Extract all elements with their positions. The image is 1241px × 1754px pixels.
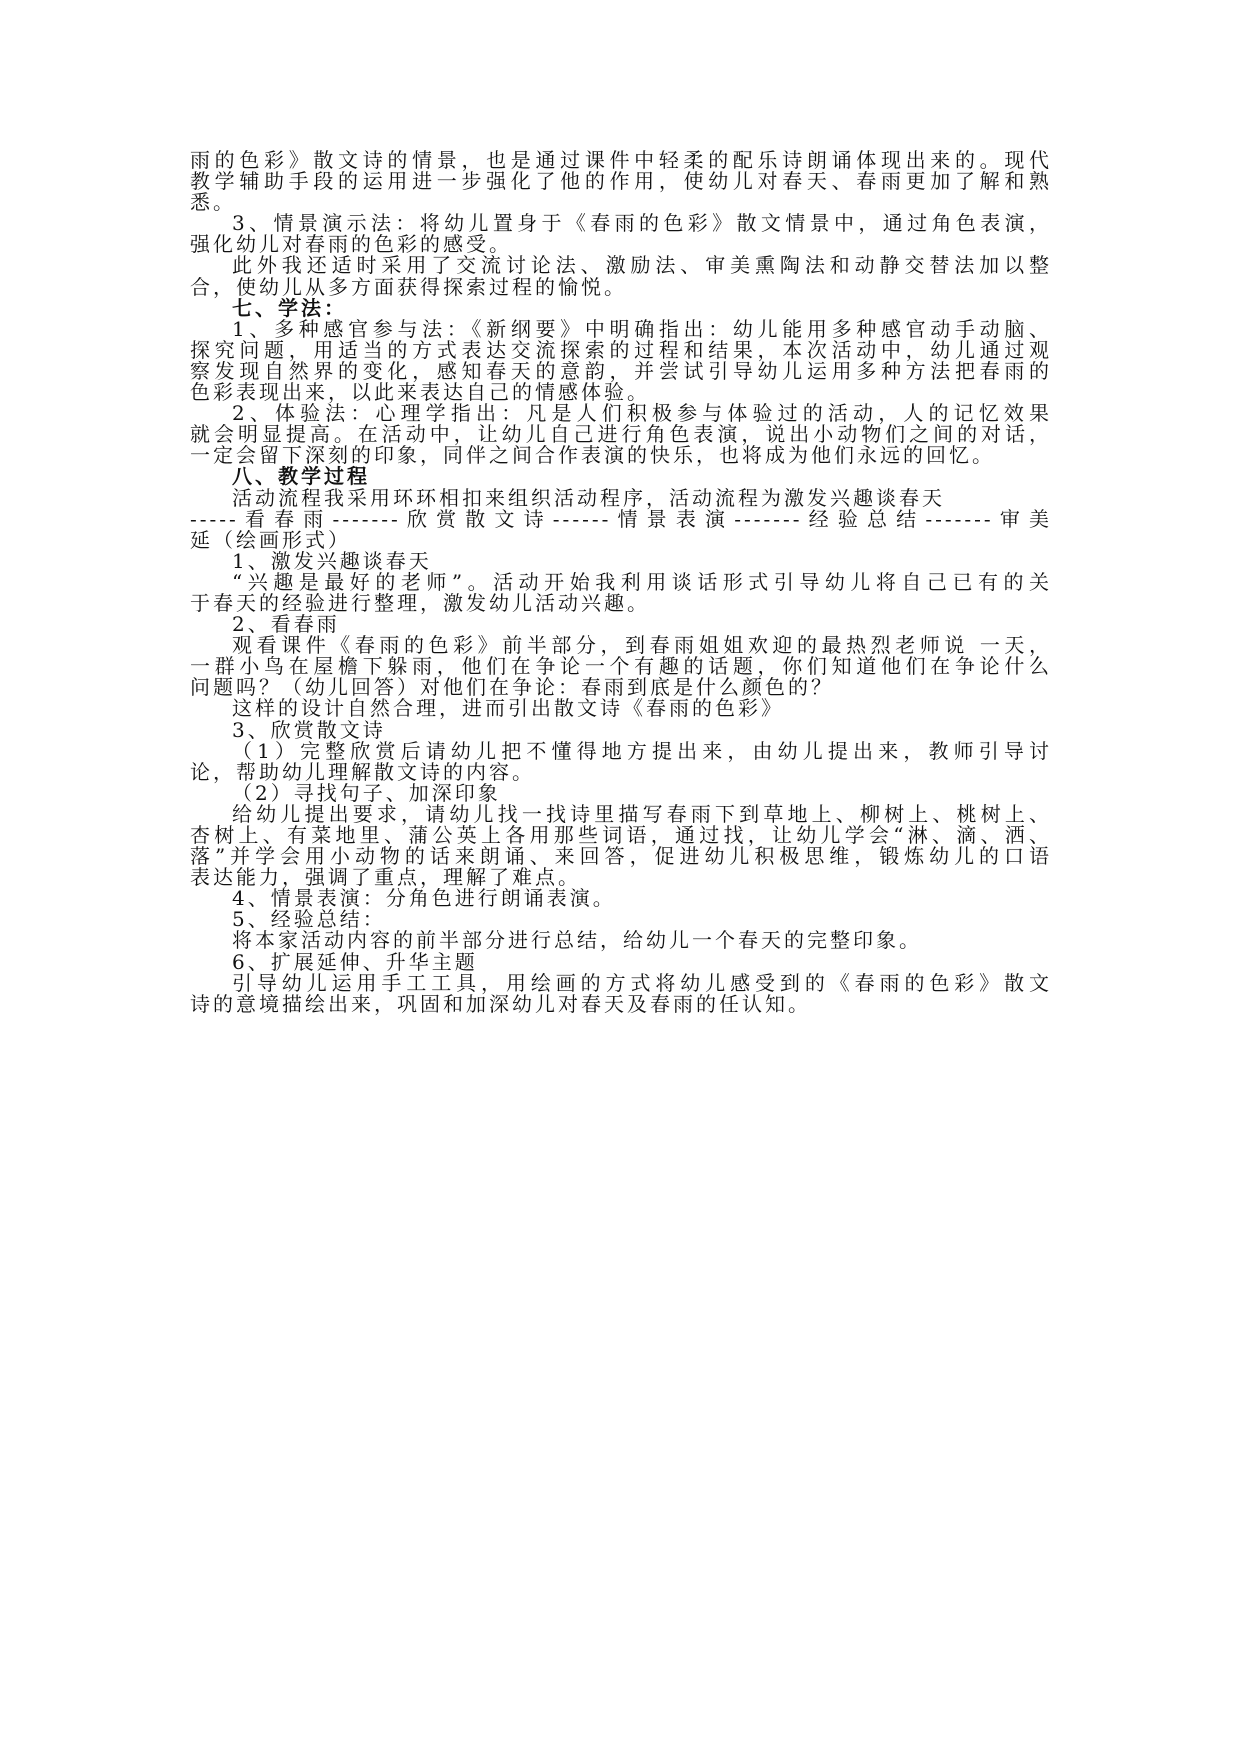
text-line: -----看春雨-------欣赏散文诗------情景表演-------经验总结-------审美	[190, 506, 1052, 531]
text-line: 4、情景表演：分角色进行朗诵表演。	[232, 886, 616, 911]
text-line: 问题吗？（幼儿回答）对他们在争论：春雨到底是什么颜色的？	[190, 675, 834, 700]
paragraph	[190, 569, 1052, 615]
text-line: 观看课件《春雨的色彩》前半部分，到春雨姐姐欢迎的最热烈老师说 一天，	[232, 633, 1052, 658]
paragraph	[190, 403, 1052, 466]
paragraph	[190, 255, 1052, 297]
text-line: （1）完整欣赏后请幼儿把不懂得地方提出来，由幼儿提出来，教师引导讨	[232, 738, 1052, 763]
paragraph	[190, 316, 1052, 405]
text-line: 探究问题，用适当的方式表达交流探索的过程和结果，本次活动中，幼儿通过观	[190, 337, 1052, 362]
text-line: “兴趣是最好的老师”。活动开始我利用谈话形式引导幼儿将自己已有的关	[232, 569, 1052, 594]
heading-text: 八、教学过程	[232, 464, 370, 489]
text-line: 色彩表现出来，以此来表达自己的情感体验。	[190, 380, 650, 405]
text-line: （2）寻找句子、加深印象	[232, 780, 501, 805]
subsection-title	[190, 888, 1052, 909]
text-line: 强化幼儿对春雨的色彩的感受。	[190, 232, 512, 257]
paragraph	[190, 150, 1052, 213]
text-line: 将本家活动内容的前半部分进行总结，给幼儿一个春天的完整印象。	[232, 928, 922, 953]
text-line: 此外我还适时采用了交流讨论法、激励法、审美熏陶法和动静交替法加以整	[232, 253, 1052, 278]
text-line: 3、情景演示法：将幼儿置身于《春雨的色彩》散文情景中，通过角色表演，	[232, 211, 1052, 236]
text-line: 6、扩展延伸、升华主题	[232, 949, 478, 974]
subsection-title	[190, 548, 1052, 573]
paragraph	[190, 930, 1052, 951]
document-body	[190, 150, 1052, 1015]
text-line: 活动流程我采用环环相扣来组织活动程序，活动流程为激发兴趣谈春天	[232, 485, 945, 510]
text-line: 一定会留下深刻的印象，同伴之间合作表演的快乐，也将成为他们永远的回忆。	[190, 443, 995, 468]
paragraph	[190, 213, 1052, 255]
text-line: 表达能力，强调了重点，理解了难点。	[190, 865, 581, 890]
section-heading	[190, 295, 1052, 320]
subsection-title	[190, 909, 1052, 930]
text-line: 给幼儿提出要求，请幼儿找一找诗里描写春雨下到草地上、柳树上、桃树上、	[232, 801, 1052, 826]
text-line: 1、多种感官参与法：《新纲要》中明确指出：幼儿能用多种感官动手动脑、	[232, 316, 1052, 341]
text-line: 合，使幼儿从多方面获得探索过程的愉悦。	[190, 274, 627, 299]
text-line: 教学辅助手段的运用进一步强化了他的作用，使幼儿对春天、春雨更加了解和熟	[190, 169, 1052, 194]
paragraph	[190, 738, 1052, 784]
text-line: 杏树上、有菜地里、蒲公英上各用那些词语，通过找，让幼儿学会“淋、滴、洒、	[190, 823, 1052, 847]
text-line: 5、经验总结：	[232, 907, 386, 932]
text-line: 1、激发兴趣谈春天	[232, 548, 432, 573]
subsection-title	[190, 780, 1052, 805]
paragraph	[190, 485, 1052, 552]
subsection-title	[190, 949, 1052, 974]
text-line: 这样的设计自然合理，进而引出散文诗《春雨的色彩》	[232, 696, 784, 721]
text-line: 延（绘画形式）	[190, 527, 351, 552]
paragraph	[190, 801, 1052, 890]
text-line: 一群小鸟在屋檐下躲雨，他们在争论一个有趣的话题，你们知道他们在争论什么	[190, 654, 1052, 679]
section-heading	[190, 466, 1052, 487]
text-line: 2、体验法：心理学指出：凡是人们积极参与体验过的活动，人的记忆效果	[232, 401, 1052, 426]
subsection-title	[190, 717, 1052, 742]
paragraph	[190, 970, 1052, 1016]
paragraph	[190, 635, 1052, 698]
text-line: 于春天的经验进行整理，激发幼儿活动兴趣。	[190, 590, 650, 615]
subsection-title	[190, 614, 1052, 635]
text-line: 诗的意境描绘出来，巩固和加深幼儿对春天及春雨的任认知。	[190, 991, 811, 1016]
paragraph	[190, 698, 1052, 719]
text-line: 3、欣赏散文诗	[232, 717, 386, 742]
text-line: 论，帮助幼儿理解散文诗的内容。	[190, 759, 535, 784]
text-line: 悉。	[190, 190, 236, 215]
heading-text: 七、学法：	[232, 295, 347, 320]
text-line: 2、看春雨	[232, 612, 340, 637]
text-line: 就会明显提高。在活动中，让幼儿自己进行角色表演，说出小动物们之间的对话，	[190, 422, 1052, 447]
text-line: 雨的色彩》散文诗的情景，也是通过课件中轻柔的配乐诗朗诵体现出来的。现代	[190, 148, 1052, 172]
text-line: 察发现自然界的变化，感知春天的意韵，并尝试引导幼儿运用多种方法把春雨的	[190, 358, 1052, 383]
text-line: 落”并学会用小动物的话来朗诵、来回答，促进幼儿积极思维，锻炼幼儿的口语	[190, 844, 1052, 869]
text-line: 引导幼儿运用手工工具，用绘画的方式将幼儿感受到的《春雨的色彩》散文	[232, 970, 1052, 995]
